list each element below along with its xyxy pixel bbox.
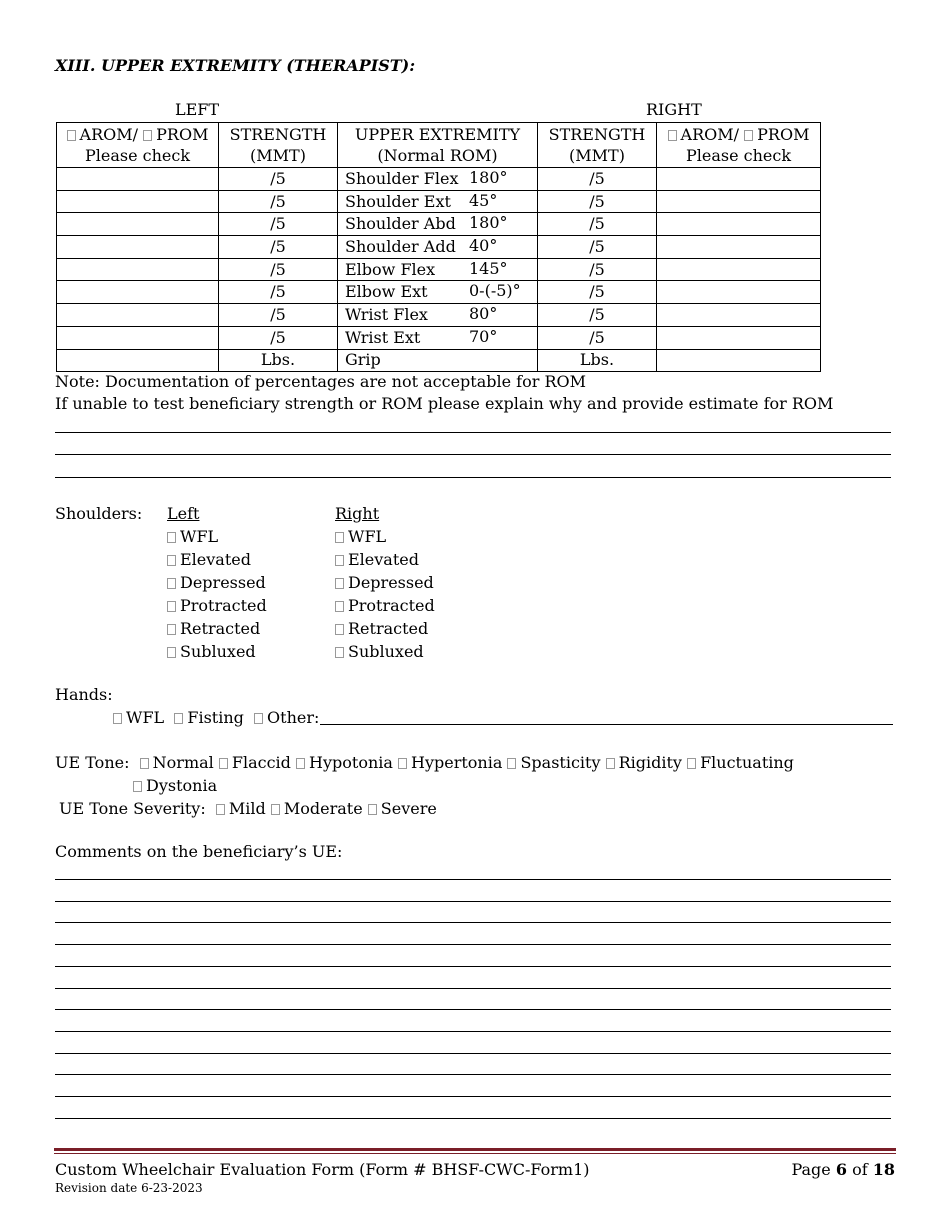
tone-option [393,753,502,772]
table-row [57,213,821,236]
please-check-label: Please check [84,146,191,165]
prom-checkbox[interactable] [744,130,753,141]
ue-header [338,123,538,168]
comment-line[interactable] [55,1096,891,1097]
table-row [57,326,821,349]
left-strength-cell[interactable]: /5 [219,236,338,259]
tone-option-label: Normal [152,753,214,772]
hands-wfl-label: WFL [126,708,165,727]
hands-other-line[interactable] [320,724,893,725]
ue-motion-cell [338,213,538,236]
severity-checkbox[interactable] [271,804,280,815]
shoulder-option-label: Depressed [348,573,434,592]
left-rom-header [57,123,219,168]
explain-line-1[interactable] [55,432,891,433]
right-strength-cell[interactable]: /5 [538,281,657,304]
right-strength-cell[interactable]: Lbs. [538,349,657,372]
prom-label: PROM [156,125,209,144]
table-row [57,349,821,372]
left-strength-cell[interactable]: /5 [219,213,338,236]
right-rom-cell[interactable] [657,326,821,349]
shoulder-right-option [335,550,419,569]
severity-option-label: Moderate [283,799,363,818]
motion-name: Wrist Ext [345,327,421,347]
shoulder-left-checkbox[interactable] [167,624,176,635]
hands-other-label: Other: [267,708,320,727]
footer-bar [54,1148,896,1151]
severity-option [211,799,266,818]
ue-motion-cell [338,190,538,213]
motion-name: Shoulder Abd [345,214,456,234]
shoulder-right-option [335,619,428,638]
shoulder-right-checkbox[interactable] [335,532,344,543]
comment-line[interactable] [55,922,891,923]
left-label: LEFT [175,100,220,119]
shoulder-right-option [335,642,424,661]
left-strength-cell[interactable]: /5 [219,190,338,213]
comment-line[interactable] [55,1074,891,1075]
right-rom-header [657,123,821,168]
shoulder-right-option [335,527,386,546]
left-strength-header [219,123,338,168]
left-strength-cell[interactable]: /5 [219,304,338,327]
form-page [55,0,895,1230]
severity-option-label: Mild [228,799,266,818]
comment-line[interactable] [55,1118,891,1119]
motion-rom: 180° [469,213,508,233]
table-header-row [57,123,821,168]
explain-line-3[interactable] [55,477,891,478]
shoulder-option-label: Retracted [180,619,261,638]
motion-rom: 180° [469,168,508,187]
motion-rom: 40° [469,236,498,256]
shoulder-option-label: Depressed [180,573,266,592]
please-check-label: Please check [685,146,792,165]
motion-name: Shoulder Flex [345,168,459,188]
right-rom-cell[interactable] [657,168,821,191]
left-rom-cell[interactable] [57,326,219,349]
left-strength-cell[interactable]: Lbs. [219,349,338,372]
shoulder-left-checkbox[interactable] [167,555,176,566]
hands-other-checkbox[interactable] [254,713,263,724]
dystonia-option [133,776,217,795]
shoulder-left-option [167,527,218,546]
mmt-label: (MMT) [250,146,306,165]
arom-checkbox[interactable] [668,130,677,141]
comment-line[interactable] [55,1053,891,1054]
comments-label: Comments on the beneficiary’s UE: [55,842,343,861]
right-rom-cell[interactable] [657,281,821,304]
motion-name: Elbow Flex [345,259,436,279]
dystonia-checkbox[interactable] [133,781,142,792]
left-rom-cell[interactable] [57,236,219,259]
tone-option-label: Spasticity [520,753,601,772]
normal-rom-label: (Normal ROM) [377,146,498,165]
arom-label: AROM/ [680,125,740,144]
shoulder-option-label: Protracted [180,596,267,615]
comment-line[interactable] [55,1009,891,1010]
severity-option-label: Severe [380,799,437,818]
right-strength-cell[interactable]: /5 [538,236,657,259]
severity-row [59,799,437,818]
left-rom-cell[interactable] [57,258,219,281]
page-num: 6 [835,1160,847,1179]
hands-wfl-checkbox[interactable] [113,713,122,724]
shoulder-right-checkbox[interactable] [335,578,344,589]
right-rom-cell[interactable] [657,304,821,327]
ue-motion-cell [338,349,538,372]
motion-rom: 145° [469,258,508,278]
shoulders-label: Shoulders: [55,504,143,523]
severity-option [363,799,437,818]
upper-extremity-table [56,122,821,372]
left-strength-cell[interactable]: /5 [219,281,338,304]
note-rom: Note: Documentation of percentages are not acceptable for ROM [55,372,587,391]
motion-name: Wrist Flex [345,304,428,324]
hands-options [113,708,319,727]
tone-checkbox[interactable] [398,758,407,769]
left-rom-cell[interactable] [57,349,219,372]
prom-label: PROM [757,125,810,144]
tone-checkbox[interactable] [140,758,149,769]
comment-line[interactable] [55,879,891,880]
footer-form-name: Custom Wheelchair Evaluation Form (Form # BHSF-CWC-Form1) [55,1160,590,1179]
ue-motion-cell [338,168,538,191]
tone-option-label: Fluctuating [700,753,794,772]
hands-fisting-checkbox[interactable] [174,713,183,724]
left-strength-cell[interactable]: /5 [219,326,338,349]
left-strength-cell[interactable]: /5 [219,168,338,191]
tone-option [682,753,794,772]
motion-rom: 45° [469,190,498,210]
table-row [57,236,821,259]
motion-name: Shoulder Add [345,236,456,256]
tone-option [135,753,214,772]
right-strength-cell[interactable]: /5 [538,213,657,236]
tone-option-label: Flaccid [231,753,291,772]
footer-bar-thin [54,1153,896,1154]
ue-motion-cell [338,304,538,327]
tone-checkbox[interactable] [606,758,615,769]
ue-tone-options [135,753,794,772]
shoulder-left-checkbox[interactable] [167,601,176,612]
page-total: 18 [872,1160,895,1179]
shoulder-left-checkbox[interactable] [167,647,176,658]
motion-rom: 0-(-5)° [469,281,521,301]
shoulder-option-label: Retracted [348,619,429,638]
right-strength-cell[interactable]: /5 [538,326,657,349]
severity-checkbox[interactable] [368,804,377,815]
shoulder-option-label: Subluxed [180,642,256,661]
right-rom-cell[interactable] [657,349,821,372]
right-rom-cell[interactable] [657,236,821,259]
left-rom-cell[interactable] [57,213,219,236]
hands-label: Hands: [55,685,113,704]
page-of: of [852,1160,868,1179]
comment-line[interactable] [55,901,891,902]
right-strength-cell[interactable]: /5 [538,190,657,213]
shoulder-right-option [335,596,435,615]
ue-motion-cell [338,326,538,349]
shoulder-right-option [335,573,434,592]
hands-fisting-label: Fisting [187,708,244,727]
shoulder-option-label: Protracted [348,596,435,615]
right-strength-cell[interactable]: /5 [538,304,657,327]
tone-option-label: Hypotonia [309,753,393,772]
left-rom-cell[interactable] [57,190,219,213]
footer-revision: Revision date 6-23-2023 [55,1181,203,1195]
footer-page-number [791,1160,895,1179]
shoulder-option-label: WFL [180,527,219,546]
tone-option [601,753,682,772]
severity-option [266,799,363,818]
table-row [57,190,821,213]
arom-label: AROM/ [79,125,139,144]
tone-checkbox[interactable] [219,758,228,769]
note-unable: If unable to test beneficiary strength or ROM please explain why and provide estimate for ROM [55,394,834,413]
comment-line[interactable] [55,966,891,967]
tone-option-label: Hypertonia [411,753,503,772]
shoulder-option-label: Elevated [180,550,251,569]
tone-option [502,753,600,772]
comment-line[interactable] [55,988,891,989]
prom-checkbox[interactable] [143,130,152,141]
dystonia-label: Dystonia [146,776,218,795]
motion-name: Grip [345,350,381,370]
tone-option-label: Rigidity [618,753,682,772]
comment-line[interactable] [55,1031,891,1032]
shoulders-left-header: Left [167,504,200,523]
left-rom-cell[interactable] [57,168,219,191]
shoulder-left-option [167,550,251,569]
shoulder-option-label: Subluxed [348,642,424,661]
right-rom-cell[interactable] [657,258,821,281]
severity-label: UE Tone Severity: [59,799,206,818]
severity-checkbox[interactable] [216,804,225,815]
ue-tone-label: UE Tone: [55,753,130,772]
right-rom-cell[interactable] [657,213,821,236]
strength-label: STRENGTH [548,125,646,144]
ue-tone-row [55,753,794,772]
shoulder-right-checkbox[interactable] [335,647,344,658]
left-strength-cell[interactable]: /5 [219,258,338,281]
motion-name: Elbow Ext [345,282,428,302]
table-row [57,168,821,191]
right-strength-cell[interactable]: /5 [538,258,657,281]
tone-checkbox[interactable] [296,758,305,769]
motion-rom: 70° [469,326,498,346]
right-strength-cell[interactable]: /5 [538,168,657,191]
severity-options [211,799,437,818]
tone-option [214,753,291,772]
strength-label: STRENGTH [229,125,327,144]
tone-option [291,753,393,772]
shoulder-left-option [167,619,260,638]
table-row [57,258,821,281]
ue-label: UPPER EXTREMITY [354,125,521,144]
table-row [57,281,821,304]
shoulder-right-checkbox[interactable] [335,601,344,612]
shoulder-right-checkbox[interactable] [335,555,344,566]
comment-line[interactable] [55,944,891,945]
tone-checkbox[interactable] [687,758,696,769]
motion-rom: 80° [469,304,498,324]
mmt-label: (MMT) [569,146,625,165]
shoulder-left-option [167,596,267,615]
right-label: RIGHT [646,100,702,119]
left-rom-cell[interactable] [57,281,219,304]
section-title: XIII. UPPER EXTREMITY (THERAPIST): [55,56,416,75]
shoulder-right-checkbox[interactable] [335,624,344,635]
table-row [57,304,821,327]
ue-motion-cell [338,236,538,259]
motion-name: Shoulder Ext [345,191,451,211]
left-rom-cell[interactable] [57,304,219,327]
shoulder-left-checkbox[interactable] [167,578,176,589]
ue-motion-cell [338,281,538,304]
right-strength-header [538,123,657,168]
page-prefix: Page [791,1160,831,1179]
shoulder-left-checkbox[interactable] [167,532,176,543]
shoulder-left-option [167,573,266,592]
ue-motion-cell [338,258,538,281]
shoulder-option-label: WFL [348,527,387,546]
shoulder-option-label: Elevated [348,550,419,569]
right-rom-cell[interactable] [657,190,821,213]
shoulders-right-header: Right [335,504,380,523]
shoulder-left-option [167,642,256,661]
arom-checkbox[interactable] [67,130,76,141]
tone-checkbox[interactable] [507,758,516,769]
explain-line-2[interactable] [55,454,891,455]
